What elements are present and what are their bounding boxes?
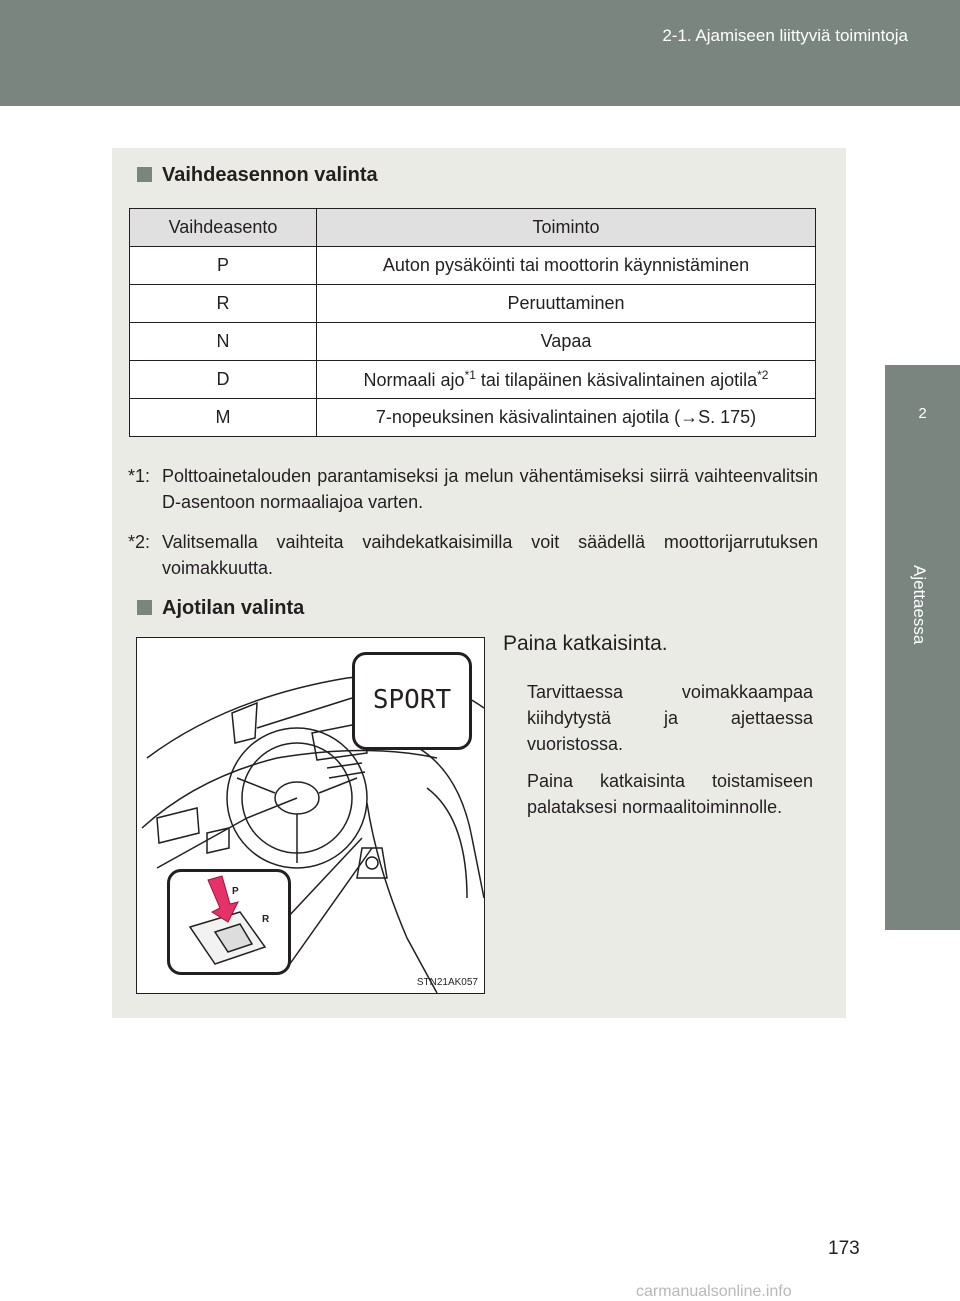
position-cell: R xyxy=(130,285,317,323)
function-cell: Peruuttaminen xyxy=(317,285,816,323)
function-cell: Normaali ajo$^{*1}$ tai tilapäinen käsivalintainen ajotila$^{*2}$ xyxy=(317,361,816,399)
footnote-text: Polttoainetalouden parantamiseksi ja melun vähentämiseksi siirrä vaihteenvalitsin D-asentoon normaaliajoa varten. xyxy=(162,466,818,512)
footnote-2 xyxy=(128,529,818,581)
section-title-gear-selection: Vaihdeasennon valinta xyxy=(137,164,378,187)
press-arrow-icon xyxy=(170,872,288,972)
position-cell: P xyxy=(130,247,317,285)
footnote-mark: *1: xyxy=(128,466,151,486)
header-title: 2-1. Ajamiseen liittyviä toimintoja xyxy=(662,26,908,45)
function-cell: Vapaa xyxy=(317,323,816,361)
shift-position-table xyxy=(129,208,816,437)
park-mark: P xyxy=(232,886,239,897)
sport-callout xyxy=(352,652,472,750)
footnote-1 xyxy=(128,463,818,515)
table-row xyxy=(130,361,816,399)
column-header: Toiminto xyxy=(317,209,816,247)
page-header xyxy=(0,0,960,106)
arrow-right-icon: → xyxy=(680,407,699,427)
section-title-drive-mode: Ajotilan valinta xyxy=(137,597,304,620)
sport-switch-detail xyxy=(167,869,291,975)
footnote-mark: *2: xyxy=(128,532,151,552)
figure-code: STN21AK057 xyxy=(416,977,478,988)
position-cell: N xyxy=(130,323,317,361)
footnote-ref: *2 xyxy=(757,368,769,382)
table-row xyxy=(130,323,816,361)
position-cell: M xyxy=(130,399,317,437)
footer-watermark: carmanualsonline.info xyxy=(636,1283,792,1300)
chapter-label: Ajettaessa xyxy=(910,565,929,645)
table-row xyxy=(130,247,816,285)
page-reference-link[interactable]: S. 175) xyxy=(698,407,757,427)
page-number: 173 xyxy=(828,1238,860,1259)
table-row xyxy=(130,399,816,437)
function-cell: Auton pysäköinti tai moottorin käynnistäminen xyxy=(317,247,816,285)
reverse-mark: R xyxy=(262,914,270,925)
square-bullet-icon xyxy=(137,167,152,182)
footnote-text: Valitsemalla vaihteita vaihdekatkaisimilla voit säädellä moottorijarrutuksen voimakkuutta. xyxy=(162,532,818,578)
column-header: Vaihdeasento xyxy=(130,209,317,247)
position-cell: D xyxy=(130,361,317,399)
description-paragraph: Tarvittaessa voimakkaampaa kiihdytystä ja ajettaessa vuoristossa. xyxy=(527,682,813,754)
square-bullet-icon xyxy=(137,600,152,615)
description-paragraph: Paina katkaisinta toistamiseen palataksesi normaalitoiminnolle. xyxy=(527,771,813,817)
chapter-tab xyxy=(885,365,960,930)
chapter-number: 2 xyxy=(918,405,927,422)
instruction-text: Paina katkaisinta. xyxy=(503,632,668,655)
footnote-ref: *1 xyxy=(464,368,476,382)
function-cell: 7-nopeuksinen käsivalintainen ajotila (→S. 175) xyxy=(317,399,816,437)
sport-switch-illustration xyxy=(136,637,485,994)
table-row xyxy=(130,285,816,323)
sport-label: SPORT xyxy=(372,685,452,715)
table-header-row xyxy=(130,209,816,247)
